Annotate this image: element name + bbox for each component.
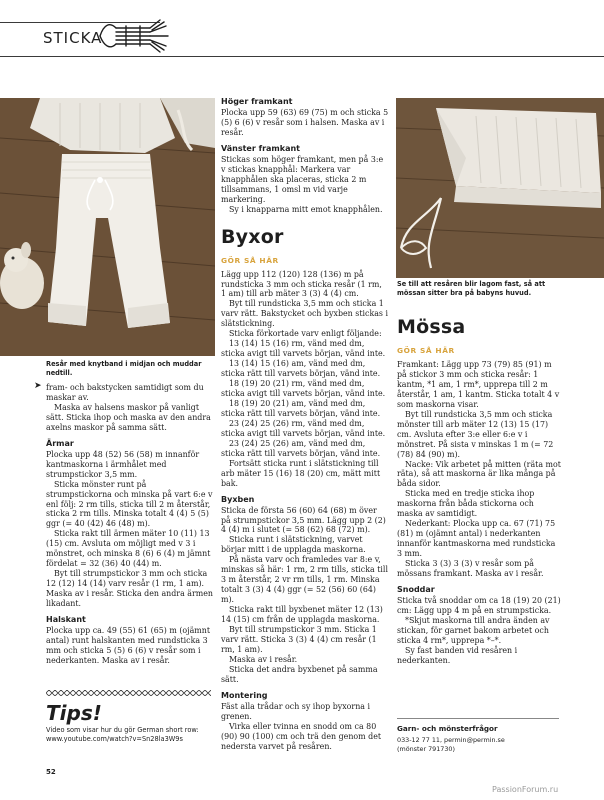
mossa-para-1: Framkant: Lägg upp 73 (79) 85 (91) m på stickor 3 mm och sticka resår: 1 kantm, *1 am, 1 rm*, upprepa till 2 m återstår, 1 am, 1 kantm. Sticka totalt 4 v som maskorna visar. xyxy=(397,360,560,409)
zigzag-divider xyxy=(46,690,211,696)
section-title: STICKA xyxy=(43,29,103,47)
armar-para-3: Sticka rakt till ärmen mäter 10 (11) 13 (15) cm. Avsluta om möjligt med v 3 i mönstret, och minska 8 (6) 6 (4) m jämnt fördelat = 32 (36) 40 (44) m. xyxy=(46,529,211,569)
mossa-para-4: Sticka med en tredje sticka ihop maskorna från båda stickorna och maska av samtidigt. xyxy=(397,489,535,519)
page-number: 52 xyxy=(46,768,56,776)
contact-title: Garn- och mönsterfrågor xyxy=(397,724,498,733)
vanster-para-1: Stickas som höger framkant, men på 3:e v stickas knapphål: Markera var knapphålen ska placeras, sticka 2 m tillsammans, 1 omsl m vid varje markering. xyxy=(221,154,384,204)
heading-mossa: Mössa xyxy=(397,316,466,338)
heading-montering: Montering xyxy=(221,690,268,700)
byxor-para-7: 18 (19) 20 (21) am, vänd med dm, sticka rätt till varvets början, vänd inte. xyxy=(221,398,381,418)
col1-para-2: Maska av halsens maskor på vanligt sätt. Sticka ihop och maska av den andra axelns maskor på samma sätt. xyxy=(46,402,211,432)
byxor-para-4: 13 (14) 15 (16) rm, vänd med dm, sticka avigt till varvets början, vänd inte. xyxy=(221,339,386,359)
photo-baby-outfit xyxy=(0,98,215,356)
montering-para-1: Fäst alla trådar och sy ihop byxorna i grenen. xyxy=(221,701,371,721)
byxor-para-2: Byt till rundsticka 3,5 mm och sticka 1 varv rätt. Bakstycket och byxben stickas i slätstickning. xyxy=(221,299,389,329)
header-rule-bottom xyxy=(0,56,604,57)
contact-phone-email[interactable]: 033-12 77 11, permin@permin.se xyxy=(397,736,505,744)
heading-vanster-framkant: Vänster framkant xyxy=(221,143,300,153)
photo-baby-bonnet xyxy=(396,98,604,278)
byxor-para-8: 23 (24) 25 (26) rm, vänd med dm, sticka avigt till varvets början, vänd inte. xyxy=(221,418,386,438)
mossa-para-2: Byt till rundsticka 3,5 mm och sticka mönster till arb mäter 12 (13) 15 (17) cm. Avsluta efter 3:e eller 6:e v i mönstret. På sista v minskas 1 m (= 72 (78) 84 (90) m). xyxy=(397,409,554,459)
byxben-para-3: På nästa varv och framledes var 8:e v, minskas så här: 1 rm, 2 rm tills, sticka till 3 m återstår, 2 vr rm tills, 1 rm. Minska totalt 3 (3) 4 (4) ggr (= 52 (56) 60 (64) m). xyxy=(221,555,388,605)
snoddar-para-3: Sy fast banden vid resåren i nederkanten. xyxy=(397,645,518,665)
tips-line-1: Video som visar hur du gör German short row: xyxy=(46,726,199,734)
tips-video-link[interactable]: www.youtube.com/watch?v=Sn28la3W9s xyxy=(46,735,183,743)
byxben-para-5: Byt till strumpstickor 3 mm. Sticka 1 varv rätt. Sticka 3 (3) 4 (4) cm resår (1 rm, 1 am). xyxy=(221,624,377,654)
watermark: PassionForum.ru xyxy=(492,785,559,794)
heading-snoddar: Snoddar xyxy=(397,584,435,594)
caption-left: Resår med knytband i midjan och muddar nedtill. xyxy=(46,360,202,377)
mossa-para-3: Nacke: Vik arbetet på mitten (räta mot räta), så att maskorna är lika många på båda sidor. xyxy=(397,459,561,489)
snoddar-para-2: *Skjut maskorna till andra änden av stickan, för garnet bakom arbetet och sticka 4 rm*, upprepa *–*. xyxy=(397,615,550,645)
contact-pattern-number: (mönster 791730) xyxy=(397,745,455,753)
tips-text xyxy=(46,726,221,744)
tips-title: Tips! xyxy=(46,701,102,725)
armar-para-2: Sticka mönster runt på strumpstickorna och minska på vart 6:e v enl följ: 2 rm tills, sticka till 2 m återstår, sticka 2 rm tills. Minska totalt 4 (4) 5 (5) ggr (= 40 (42) 46 (48) m). xyxy=(46,479,213,529)
byxor-para-1: Lägg upp 112 (120) 128 (136) m på rundsticka 3 mm och sticka resår (1 rm, 1 am) till arb mäter 3 (3) 4 (4) cm. xyxy=(221,269,382,299)
contact-box xyxy=(397,718,559,754)
byxben-para-4: Sticka rakt till byxbenet mäter 12 (13) 14 (15) cm från de upplagda maskorna. xyxy=(221,605,383,625)
byxor-para-5: 13 (14) 15 (16) am, vänd med dm, sticka rätt till varvets början, vänd inte. xyxy=(221,359,381,379)
armar-para-4: Byt till strumpstickor 3 mm och sticka 12 (12) 14 (14) varv resår (1 rm, 1 am). Maska av i resår. Sticka den andra ärmen likadant. xyxy=(46,569,214,609)
vanster-para-2: Sy i knapparna mitt emot knapphålen. xyxy=(229,204,383,214)
page-header xyxy=(0,0,604,72)
halskant-para-1: Plocka upp ca. 49 (55) 61 (65) m (ojämnt antal) runt halskanten med rundsticka 3 mm och sticka 5 (5) 6 (6) v resår som i nederkanten. Maska av i resår. xyxy=(46,626,211,665)
yarn-skein-icon xyxy=(96,16,170,56)
continuation-arrow-icon: ➤ xyxy=(34,381,42,391)
kicker-byxor: GÖR SÅ HÄR xyxy=(221,255,279,265)
heading-armar: Ärmar xyxy=(46,438,74,448)
snoddar-para-1: Sticka två snoddar om ca 18 (19) 20 (21) cm: Lägg upp 4 m på en strumpsticka. xyxy=(397,595,561,615)
hoger-para-1: Plocka upp 59 (63) 69 (75) m och sticka 5 (5) 6 (6) v resår som i halsen. Maska av i resår. xyxy=(221,108,389,137)
column-right xyxy=(397,305,562,666)
byxben-para-6: Maska av i resår. xyxy=(229,654,298,664)
kicker-mossa: GÖR SÅ HÄR xyxy=(397,346,455,355)
caption-right: Se till att resåren blir lagom fast, så att mössan sitter bra på babyns huvud. xyxy=(397,280,546,297)
byxben-para-7: Sticka det andra byxbenet på samma sätt. xyxy=(221,664,378,684)
byxben-para-2: Sticka runt i slätstickning, varvet börjar mitt i de upplagda maskorna. xyxy=(221,535,366,555)
montering-para-2: Virka eller tvinna en snodd om ca 80 (90) 90 (100) cm och trä den genom det nedersta varvet på resåren. xyxy=(221,721,382,751)
heading-halskant: Halskant xyxy=(46,615,86,625)
byxor-para-6: 18 (19) 20 (21) rm, vänd med dm, sticka avigt till varvets början, vänd inte. xyxy=(221,379,386,399)
col1-para-1: fram- och bakstycken samtidigt som du maskar av. xyxy=(46,383,204,402)
byxben-para-1: Sticka de första 56 (60) 64 (68) m över på strumpstickor 3,5 mm. Lägg upp 2 (2) 4 (4) m i slutet (= 58 (62) 68 (72) m). xyxy=(221,505,386,535)
mossa-para-5: Nederkant: Plocka upp ca. 67 (71) 75 (81) m (ojämnt antal) i nederkanten innanför kantmaskorna med rundsticka 3 mm. xyxy=(397,519,556,559)
heading-byxor: Byxor xyxy=(221,225,284,248)
byxor-para-9: 23 (24) 25 (26) am, vänd med dm, sticka rätt till varvets början, vänd inte. xyxy=(221,438,381,458)
mossa-para-6: Sticka 3 (3) 3 (3) v resår som på mössans framkant. Maska av i resår. xyxy=(397,559,544,579)
armar-para-1: Plocka upp 48 (52) 56 (58) m innanför kantmaskorna i ärmhålet med strumpstickor 3,5 mm. xyxy=(46,449,200,479)
heading-hoger-framkant: Höger framkant xyxy=(221,97,293,106)
byxor-para-10: Fortsätt sticka runt i slätstickning till arb mäter 15 (16) 18 (20) cm, mätt mitt bak. xyxy=(221,458,381,488)
heading-byxben: Byxben xyxy=(221,494,255,504)
column-middle xyxy=(221,97,389,751)
byxor-para-3: Sticka förkortade varv enligt följande: xyxy=(229,329,382,339)
contact-divider xyxy=(397,718,559,719)
column-left xyxy=(34,381,214,666)
